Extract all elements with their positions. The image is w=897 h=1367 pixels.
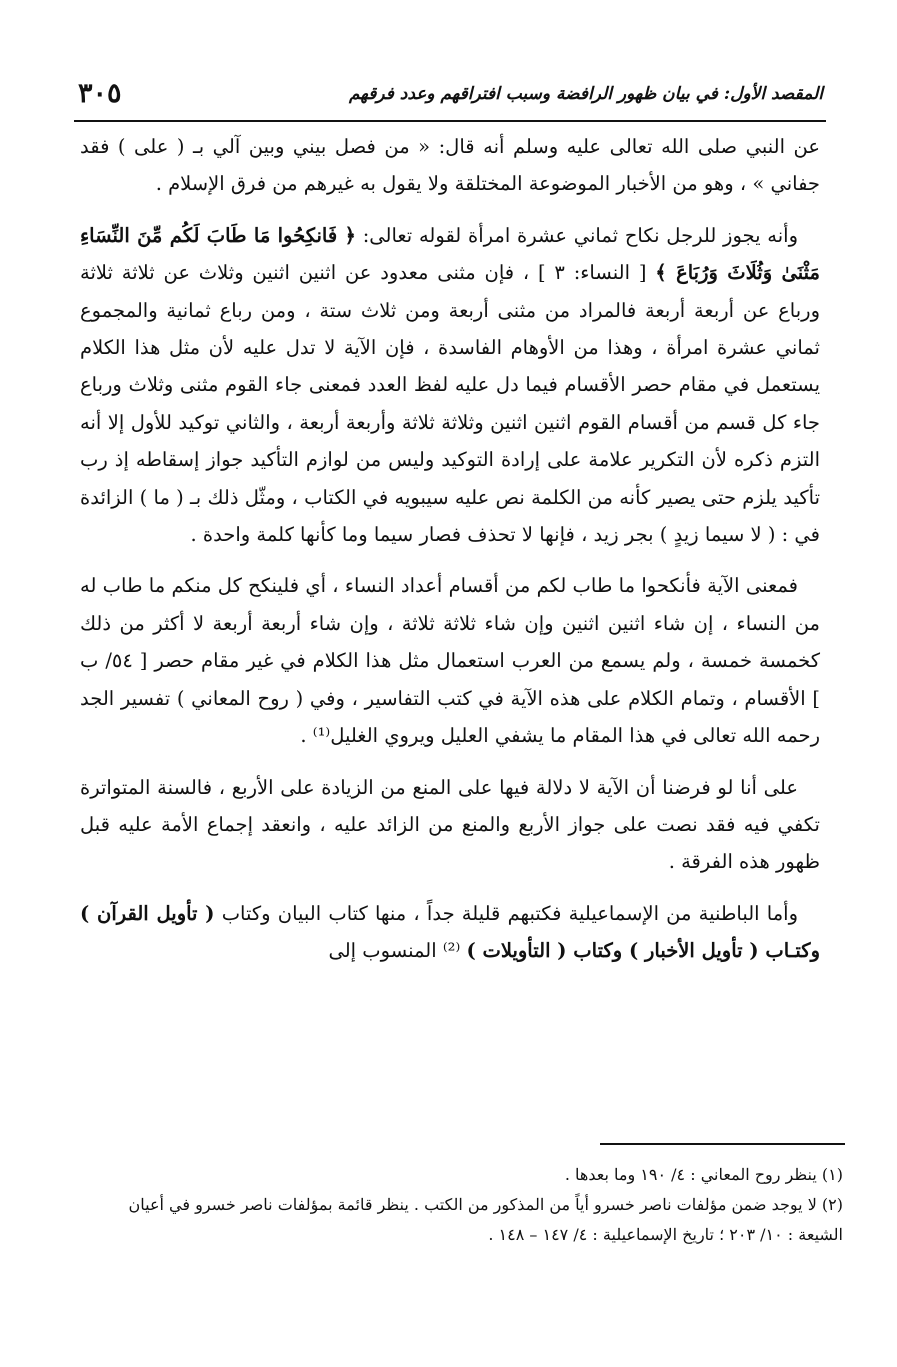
- paragraph-text: وأما الباطنية من الإسماعيلية فكتبهم قليلة جداً ، منها كتاب البيان وكتاب: [221, 901, 798, 925]
- paragraph-text: على أنا لو فرضنا أن الآية لا دلالة فيها على المنع من الزيادة على الأربع ، فالسنة المتواترة تكفي فيه فقد نصت على جواز الأربع والمنع من الزائد عليه ، وانعقد إجماع الأمة عليه قبل ظهور هذه الفرقة .: [80, 775, 820, 874]
- footnotes: [80, 1160, 843, 1250]
- paragraph-text: وأنه يجوز للرجل نكاح ثماني عشرة امرأة لقوله تعالى:: [362, 223, 798, 247]
- paragraph-text: عن النبي صلى الله تعالى عليه وسلم أنه قال: « من فصل بيني وبين آلي بـ ( على ) فقد جفاني » ، وهو من الأخبار الموضوعة المختلقة ولا يقول به غيرهم من فرق الإسلام .: [80, 135, 820, 196]
- paragraph-4: [80, 769, 820, 881]
- paragraph-text: ⁽²⁾ المنسوب إلى: [328, 939, 461, 963]
- paragraph-5: [80, 895, 820, 970]
- running-header: [78, 78, 823, 118]
- paragraph-1: [80, 128, 820, 203]
- paragraph-2: [80, 217, 820, 554]
- book-titles: ( تأويل القرآن ) وكتـاب ( تأويل الأخبار ) وكتاب ( التأويلات ): [80, 901, 820, 963]
- paragraph-text: [ النساء: ٣ ] ، فإن مثنى معدود عن اثنين اثنين وثلاث عن ثلاثة ثلاثة ورباع عن أربعة أربعة فالمراد من مثنى أربعة ومن ثلاث ستة ، ومن رباع ثمانية والمجموع ثماني عشرة امرأة ، وهذا من الأوهام الفاسدة ، فإن الآية لا تدل عليه لأن مثل هذا الكلام يستعمل في مقام حصر الأقسام فيما دل عليه لفظ العدد فمعنى جاء القوم مثنى وثلاث ورباع جاء كل قسم من أقسام القوم اثنين اثنين وثلاثة ثلاثة وأربعة أربعة ، والثاني توكيد للأول إلا أنه التزم ذكره لأن التكرير علامة على إرادة التوكيد وليس من لوازم التأكيد جواز إسقاطه إذ رب تأكيد يلزم حتى يصير كأنه من الكلمة نص عليه سيبويه في الكتاب ، ومثّل ذلك بـ ( ما ) الزائدة في : ( لا سيما زيدٍ ) بجر زيد ، فإنها لا تحذف فصار سيما وما كأنها كلمة واحدة .: [80, 261, 820, 547]
- quran-verse: ﴿ فَانكِحُوا مَا طَابَ لَكُم مِّنَ النِّسَاءِ مَثْنَىٰ وَثُلَاثَ وَرُبَاعَ ﴾: [80, 223, 821, 285]
- paragraph-3: [80, 567, 820, 754]
- paragraph-text: فمعنى الآية فأنكحوا ما طاب لكم من أقسام أعداد النساء ، أي فلينكح كل منكم ما طاب له من النساء ، إن شاء اثنين اثنين وإن شاء ثلاثة ثلاثة ، وإن شاء أربعة أربعة لا أكثر من ذلك كخمسة خمسة ، ولم يسمع من العرب استعمال مثل هذا الكلام في غير مقام حصر [ ٥٤/ ب ] الأقسام ، وتمام الكلام على هذه الآية في كتب التفاسير ، وفي ( روح المعاني ) تفسير الجد رحمه الله تعالى في هذا المقام ما يشفي العليل ويروي الغليل⁽¹⁾ .: [80, 574, 820, 748]
- footnote-2: (٢) لا يوجد ضمن مؤلفات ناصر خسرو أياً من المذكور من الكتب . ينظر قائمة بمؤلفات ناصر خسرو في أعيان الشيعة : ١٠/ ٢٠٣ ؛ تاريخ الإسماعيلية : ٤/ ١٤٧ – ١٤٨ .: [128, 1195, 843, 1244]
- page-number: ٣٠٥: [78, 78, 122, 109]
- main-text: [80, 128, 820, 984]
- footnote-divider: [600, 1143, 845, 1145]
- header-title: المقصد الأول: في بيان ظهور الرافضة وسبب افتراقهم وعدد فرقهم: [349, 84, 823, 104]
- header-divider: [74, 120, 826, 122]
- footnote-1: (١) ينظر روح المعاني : ٤/ ١٩٠ وما بعدها .: [564, 1165, 843, 1184]
